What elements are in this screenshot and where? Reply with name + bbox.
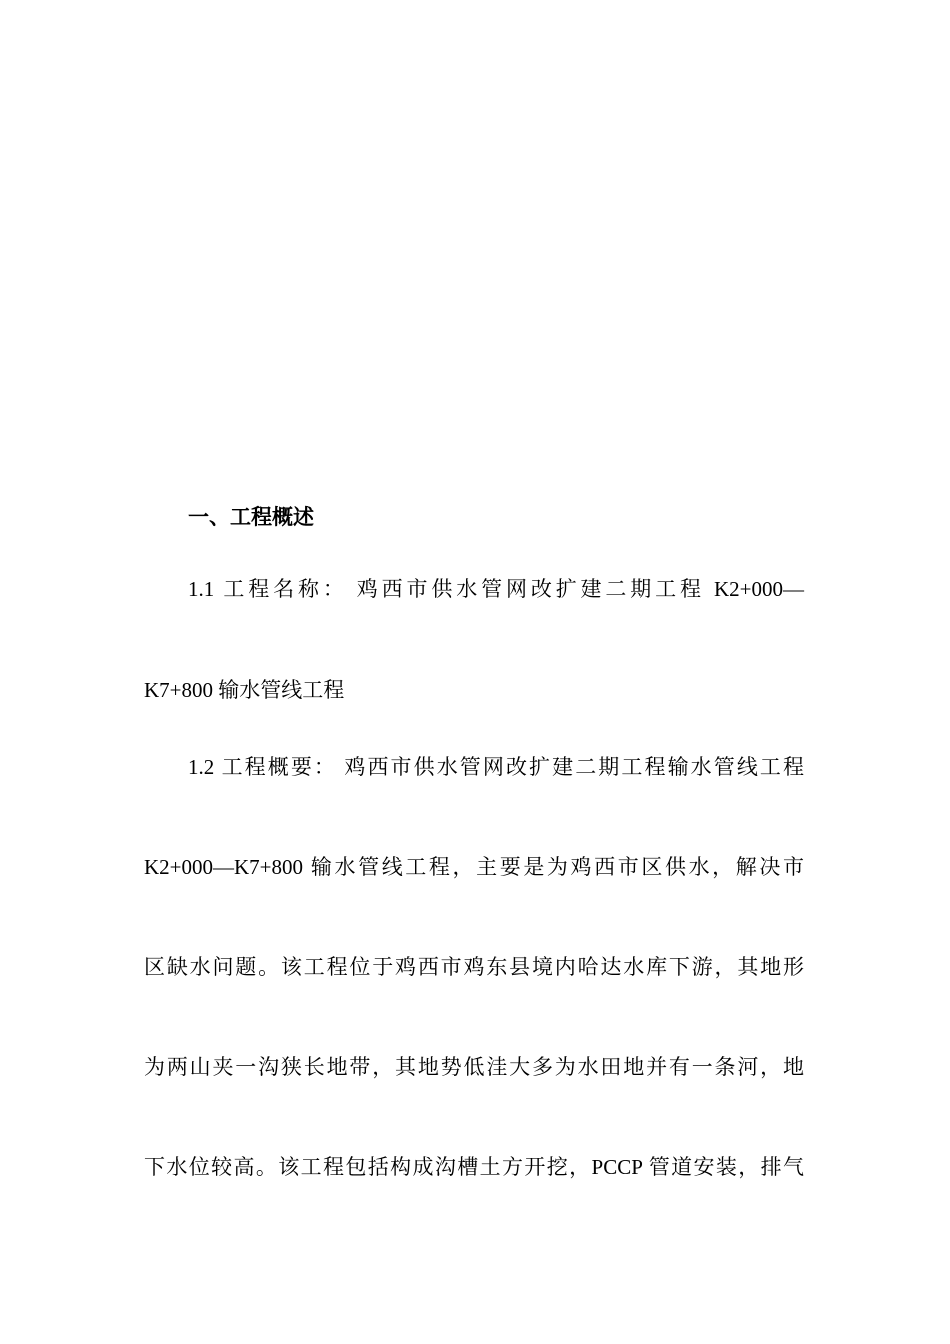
item-1-2-line-3: 区缺水问题。该工程位于鸡西市鸡东县境内哈达水库下游，其地形 — [144, 955, 804, 979]
section-heading: 一、工程概述 — [188, 505, 314, 529]
item-1-1-line-1: 1.1 工程名称： 鸡西市供水管网改扩建二期工程 K2+000— — [188, 577, 804, 601]
item-1-2-line-5: 下水位较高。该工程包括构成沟槽土方开挖，PCCP 管道安装，排气 — [144, 1155, 804, 1179]
item-1-1-line-2: K7+800 输水管线工程 — [144, 678, 345, 702]
item-1-2-line-4: 为两山夹一沟狭长地带，其地势低洼大多为水田地并有一条河，地 — [144, 1055, 804, 1079]
item-1-2-line-1: 1.2 工程概要： 鸡西市供水管网改扩建二期工程输水管线工程 — [188, 755, 804, 779]
item-1-2-line-2: K2+000—K7+800 输水管线工程，主要是为鸡西市区供水，解决市 — [144, 855, 804, 879]
